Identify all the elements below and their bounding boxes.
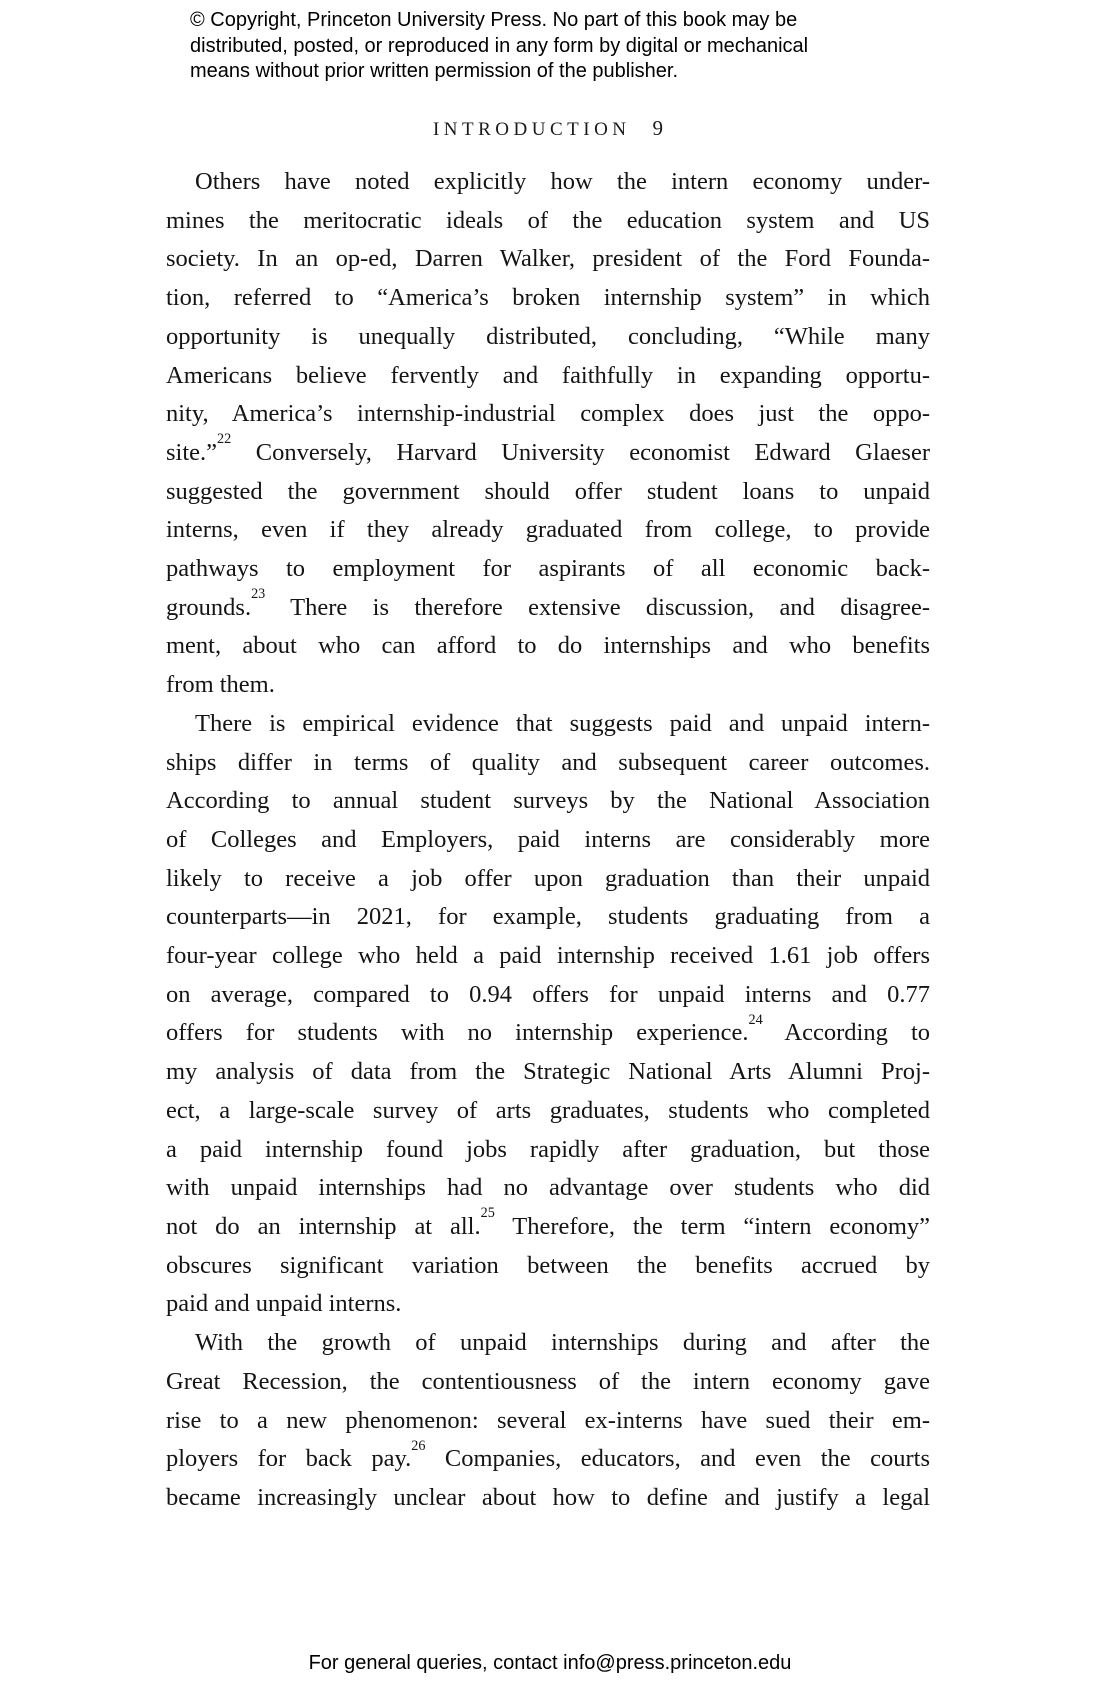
text-line: pathways to employment for aspirants of all economic back- xyxy=(166,555,930,583)
text-line: a paid internship found jobs rapidly after graduation, but those xyxy=(166,1135,930,1163)
text-line: Others have noted explicitly how the intern economy under- xyxy=(195,168,930,195)
footnote-ref: 24 xyxy=(748,1011,763,1028)
footer-contact: For general queries, contact info@press.princeton.edu xyxy=(308,1652,792,1674)
body-text xyxy=(166,163,930,1518)
text-line: ships differ in terms of quality and subsequent career outcomes. xyxy=(166,748,930,776)
footnote-ref: 25 xyxy=(480,1205,495,1222)
text-line: interns, even if they already graduated from college, to provide xyxy=(166,516,930,544)
text-line: offers for students with no internship experience.$^{24}$ According to xyxy=(166,1011,930,1047)
text-line: opportunity is unequally distributed, concluding, “While many xyxy=(166,322,930,350)
text-line: of Colleges and Employers, paid interns are considerably more xyxy=(166,825,930,853)
text-line: became increasingly unclear about how to define and justify a legal xyxy=(166,1483,930,1511)
text-line: mines the meritocratic ideals of the education system and US xyxy=(166,206,930,234)
text-line: paid and unpaid interns. xyxy=(166,1290,402,1318)
running-head xyxy=(166,116,930,141)
text-line: There is empirical evidence that suggests paid and unpaid intern- xyxy=(195,709,930,737)
text-line: rise to a new phenomenon: several ex-interns have sued their em- xyxy=(166,1406,930,1434)
text-line: obscures significant variation between the benefits accrued by xyxy=(166,1251,930,1279)
text-line: ployers for back pay.$^{26}$ Companies, educators, and even the courts xyxy=(166,1437,930,1473)
text-line: tion, referred to “America’s broken internship system” in which xyxy=(166,284,930,312)
running-head-title: INTRODUCTION xyxy=(432,119,631,140)
text-line: ect, a large-scale survey of arts graduates, students who completed xyxy=(166,1096,930,1124)
text-line: suggested the government should offer student loans to unpaid xyxy=(166,477,930,505)
page-number: 9 xyxy=(652,116,664,140)
footnote-ref: 23 xyxy=(251,586,266,603)
text-line: Americans believe fervently and faithfully in expanding opportu- xyxy=(166,361,930,389)
text-line: four-year college who held a paid internship received 1.61 job offers xyxy=(166,942,930,970)
text-line: counterparts—in 2021, for example, students graduating from a xyxy=(166,903,930,931)
text-line: Great Recession, the contentiousness of the intern economy gave xyxy=(166,1367,930,1395)
text-line: with unpaid internships had no advantage over students who did xyxy=(166,1174,930,1202)
text-line: likely to receive a job offer upon graduation than their unpaid xyxy=(166,864,930,892)
text-line: nity, America’s internship-industrial complex does just the oppo- xyxy=(166,400,930,428)
text-line: not do an internship at all.$^{25}$ Therefore, the term “intern economy” xyxy=(166,1205,931,1240)
copyright-notice xyxy=(190,8,808,85)
copyright-line: means without prior written permission of the publisher. xyxy=(190,60,679,82)
text-line: According to annual student surveys by the National Association xyxy=(166,787,930,815)
footnote-ref: 26 xyxy=(411,1437,426,1454)
footnote-ref: 22 xyxy=(217,431,232,448)
text-line: site.”$^{22}$ Conversely, Harvard University economist Edward Glaeser xyxy=(166,431,930,466)
text-line: ment, about who can afford to do internships and who benefits xyxy=(166,632,930,660)
text-line: With the growth of unpaid internships during and after the xyxy=(195,1329,930,1357)
text-line: from them. xyxy=(166,671,275,699)
text-line: grounds.$^{23}$ There is therefore extensive discussion, and disagree- xyxy=(166,586,930,621)
text-line: my analysis of data from the Strategic National Arts Alumni Proj- xyxy=(166,1058,930,1086)
copyright-line: © Copyright, Princeton University Press. No part of this book may be xyxy=(190,9,798,31)
text-line: on average, compared to 0.94 offers for unpaid interns and 0.77 xyxy=(166,980,930,1008)
text-line: society. In an op-ed, Darren Walker, president of the Ford Founda- xyxy=(166,245,930,273)
copyright-line: distributed, posted, or reproduced in any form by digital or mechanical xyxy=(190,34,809,57)
